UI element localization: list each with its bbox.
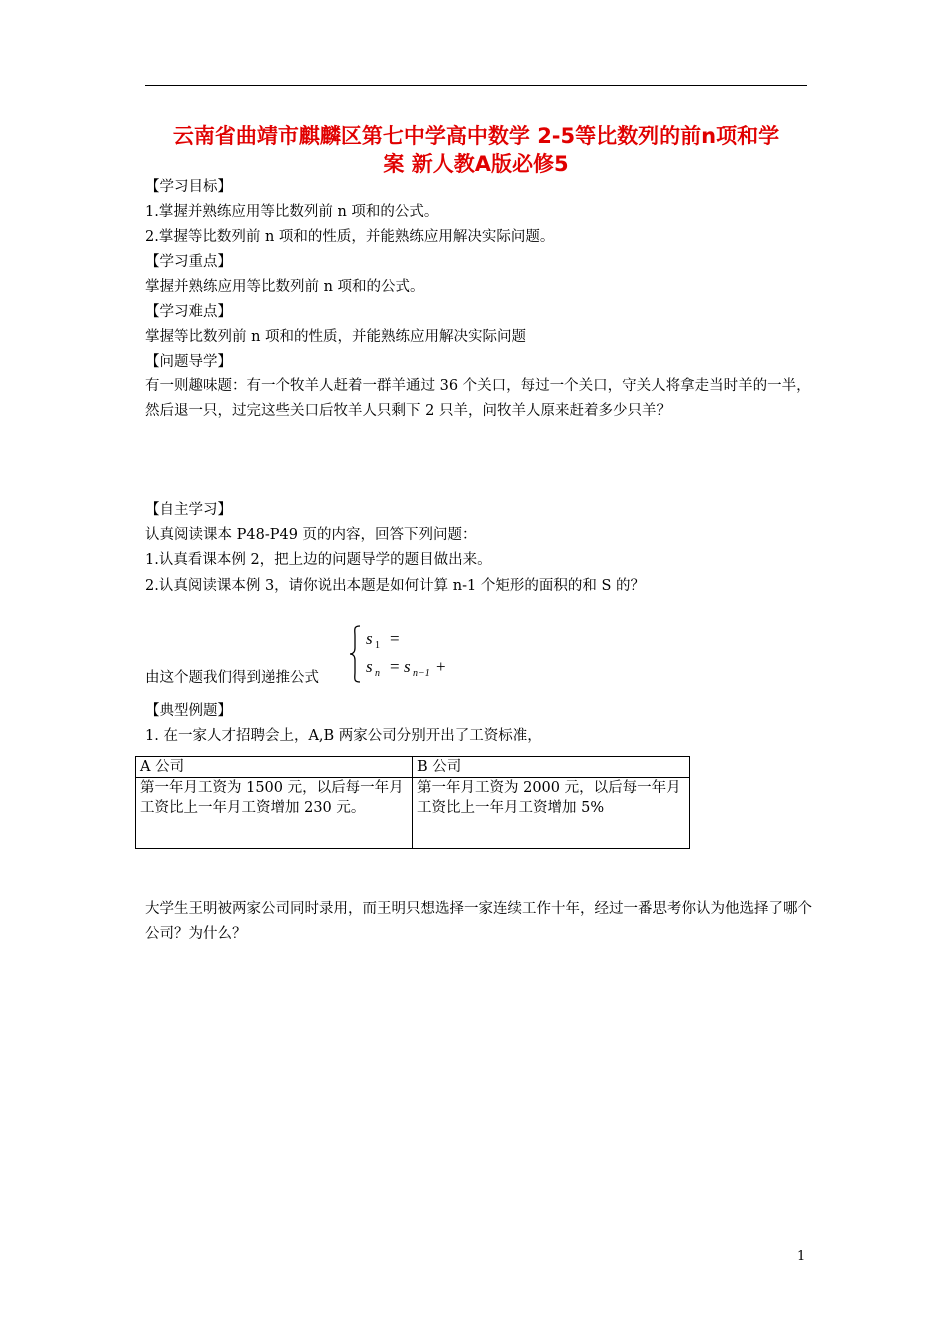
- title-line-2: 案 新人教A版必修5: [383, 152, 569, 176]
- s1-symbol: s: [366, 629, 373, 648]
- salary-table-row: [136, 778, 690, 849]
- examples-heading: 【典型例题】: [145, 703, 232, 719]
- salary-table: [135, 756, 690, 849]
- goal-item-1: 1.掌握并熟练应用等比数列前 n 项和的公式。: [145, 204, 439, 220]
- self-study-intro: 认真阅读课本 P48-P49 页的内容，回答下列问题：: [145, 527, 477, 543]
- page-number: 1: [797, 1249, 806, 1264]
- company-b-salary: 第一年月工资为 2000 元，以后每一年月工资比上一年月工资增加 5%: [413, 778, 690, 849]
- s1-subscript: 1: [375, 640, 380, 651]
- closing-question: 大学生王明被两家公司同时录用，而王明只想选择一家连续工作十年，经过一番思考你认为他选择了哪个公司？为什么？: [145, 901, 812, 942]
- header-rule: [145, 85, 807, 86]
- sn-subscript: n: [375, 668, 380, 679]
- key-points-text: 掌握并熟练应用等比数列前 n 项和的公式。: [145, 279, 425, 295]
- key-points-heading: 【学习重点】: [145, 254, 232, 270]
- snm1-subscript: n−1: [413, 668, 430, 679]
- goal-item-2: 2.掌握等比数列前 n 项和的性质，并能熟练应用解决实际问题。: [145, 229, 555, 245]
- left-brace: [350, 626, 360, 682]
- self-study-question-2: 2.认真阅读课本例 3，请你说出本题是如何计算 n-1 个矩形的面积的和 S 的？: [145, 578, 645, 594]
- company-a-salary: 第一年月工资为 1500 元，以后每一年月工资比上一年月工资增加 230 元。: [136, 778, 413, 849]
- example-1-text: 1. 在一家人才招聘会上，A,B 两家公司分别开出了工资标准，: [145, 728, 542, 744]
- self-study-heading: 【自主学习】: [145, 502, 232, 518]
- equals-sign-2: =: [390, 657, 400, 676]
- recurrence-label: 由这个题我们得到递推公式: [145, 670, 319, 686]
- equals-sign-1: =: [390, 629, 400, 648]
- self-study-question-1: 1.认真看课本例 2，把上边的问题导学的题目做出来。: [145, 552, 492, 568]
- goals-heading: 【学习目标】: [145, 179, 232, 195]
- snm1-symbol: s: [404, 657, 411, 676]
- guide-heading: 【问题导学】: [145, 354, 232, 370]
- company-b-header: B 公司: [413, 757, 690, 778]
- difficulty-heading: 【学习难点】: [145, 304, 232, 320]
- document-title: [145, 122, 807, 178]
- guide-text: 有一则趣味题：有一个牧羊人赶着一群羊通过 36 个关口，每过一个关口，守关人将拿走当时羊的一半，然后退一只，过完这些关口后牧羊人只剩下 2 只羊，问牧羊人原来赶着多少只羊？: [145, 378, 811, 419]
- difficulty-text: 掌握等比数列前 n 项和的性质，并能熟练应用解决实际问题: [145, 329, 527, 345]
- title-line-1: 云南省曲靖市麒麟区第七中学高中数学 2-5等比数列的前n项和学: [172, 124, 780, 148]
- sn-symbol: s: [366, 657, 373, 676]
- recurrence-formula: [348, 622, 468, 686]
- company-a-header: A 公司: [136, 757, 413, 778]
- plus-sign: +: [436, 657, 446, 676]
- salary-table-header-row: [136, 757, 690, 778]
